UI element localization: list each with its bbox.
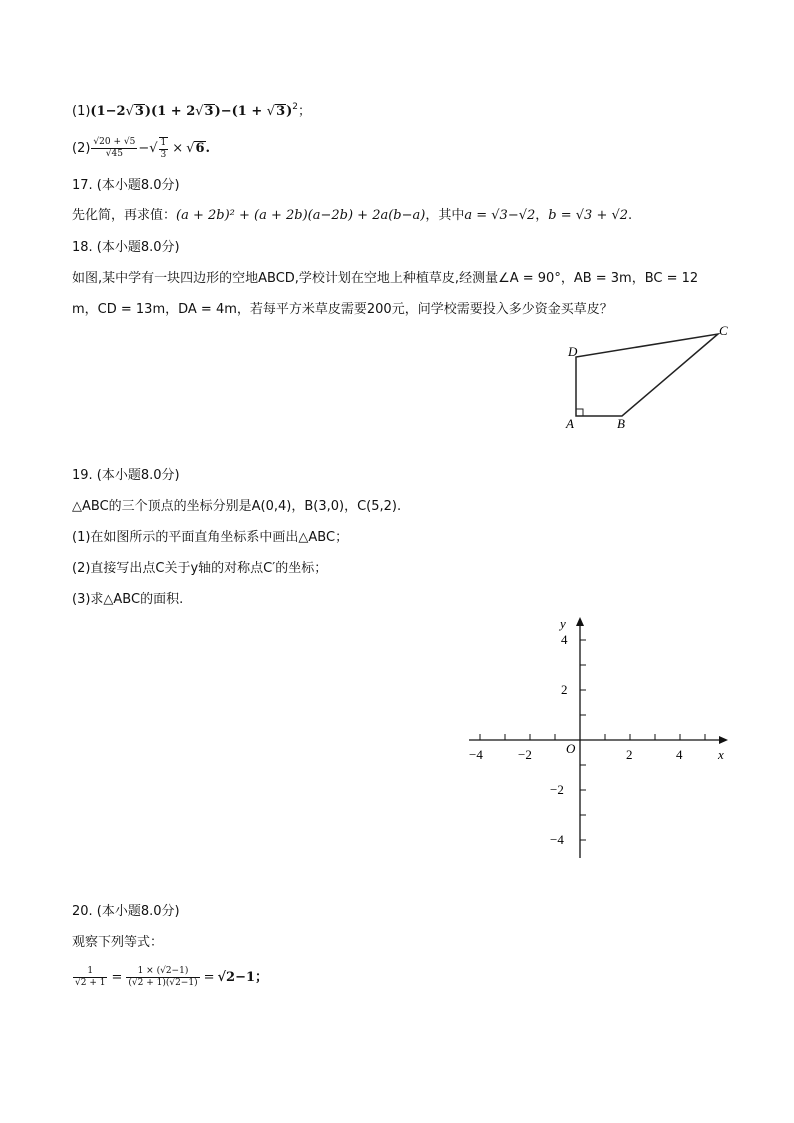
q20-mid-numerator: 1 × (√2−1) — [126, 966, 199, 978]
q16-item2-denominator: √45 — [105, 149, 123, 159]
x-tick-marks — [480, 734, 705, 740]
right-angle-marker — [576, 409, 583, 416]
y-axis-arrow — [576, 617, 584, 626]
q18-line2: m，CD = 13m，DA = 4m，若每平方米草皮需要200元，问学校需要投入多少资金买草皮？ — [72, 302, 613, 317]
q19-stem: △ABC的三个顶点的坐标分别是A(0,4)，B(3,0)，C(5,2). — [72, 499, 402, 514]
y-tick-label-neg2: −2 — [550, 782, 564, 797]
q16-item1-expr-a: (1−2 — [90, 104, 126, 119]
q16-item1-radicand-c: 3 — [276, 104, 286, 119]
q16-item1-label: (1) — [72, 104, 91, 119]
q17-expression: (a + 2b)² + (a + 2b)(a−2b) + 2a(b−a) — [176, 208, 426, 223]
y-axis-label: y — [560, 616, 566, 631]
q20-equation — [72, 962, 268, 994]
origin-label: O — [566, 741, 576, 756]
vertex-label-a: A — [566, 416, 574, 431]
q16-item2-times: × — [172, 141, 184, 156]
q20-header: 20. (本小题8.0分) — [72, 904, 180, 919]
x-tick-label-2: 2 — [626, 747, 633, 762]
x-tick-label-neg2: −2 — [518, 747, 532, 762]
q16-item1-exponent: 2 — [292, 102, 299, 112]
q17-header: 17. (本小题8.0分) — [72, 178, 180, 193]
q16-item2-minus: − — [138, 141, 150, 156]
q20-lhs-numerator: 1 — [73, 966, 107, 978]
q20-intro: 观察下列等式： — [72, 935, 164, 950]
q19-part2: (2)直接写出点C关于y轴的对称点C′的坐标； — [72, 561, 328, 576]
sqrt-symbol: √ — [186, 141, 195, 156]
q16-item1-radicand-b: 3 — [204, 104, 214, 119]
q16-item2-radicand: 6 — [195, 141, 205, 156]
q17-condition-a: a = √3−√2 — [464, 208, 536, 223]
q16-item2-small-numerator: 1 — [160, 137, 167, 148]
y-tick-label-4: 4 — [561, 632, 568, 647]
q19-part3: (3)求△ABC的面积. — [72, 592, 184, 607]
q16-item2-small-denominator: 3 — [160, 149, 167, 160]
quadrilateral-abcd — [576, 334, 718, 416]
vertex-label-c: C — [719, 323, 728, 338]
q20-lhs-fraction — [73, 966, 107, 989]
sqrt-symbol: √ — [125, 104, 134, 119]
q19-part1: (1)在如图所示的平面直角坐标系中画出△ABC； — [72, 530, 349, 545]
q16-item1-end: ； — [298, 104, 312, 119]
y-tick-label-neg4: −4 — [550, 832, 564, 847]
q16-item1-radicand-a: 3 — [134, 104, 144, 119]
q20-lhs-denominator: √2 + 1 — [75, 978, 106, 988]
q17-mid: ，其中 — [425, 208, 465, 223]
x-axis-label: x — [718, 747, 724, 762]
q20-mid-fraction — [126, 966, 199, 989]
q17-condition-b: b = √3 + √2 — [548, 208, 629, 223]
q16-item2-label: (2) — [72, 141, 91, 156]
vertex-label-d: D — [568, 344, 578, 359]
y-tick-label-2: 2 — [561, 682, 568, 697]
sqrt-symbol: √ — [149, 141, 158, 156]
q16-item2-small-fraction — [159, 137, 169, 161]
sqrt-symbol: √ — [195, 104, 204, 119]
q20-equals-1: = — [111, 970, 123, 985]
q16-item2-end: . — [205, 141, 211, 156]
q17-end: . — [628, 208, 633, 223]
q19-header: 19. (本小题8.0分) — [72, 468, 180, 483]
q16-item2-numerator: √20 + √5 — [93, 137, 136, 147]
vertex-label-b: B — [617, 416, 625, 431]
q17-body — [72, 208, 632, 224]
q18-line1: 如图,某中学有一块四边形的空地ABCD,学校计划在空地上种植草皮,经测量∠A = 90°，AB = 3m，BC = 12 — [72, 271, 699, 286]
q16-item1 — [72, 104, 311, 121]
sqrt-symbol: √ — [266, 104, 276, 119]
q19-coordinate-axes — [460, 612, 740, 864]
q20-mid-denominator: (√2 + 1)(√2−1) — [128, 978, 198, 988]
x-tick-label-4: 4 — [676, 747, 683, 762]
q20-rhs: √2−1； — [217, 970, 269, 985]
q18-quadrilateral-figure — [555, 320, 745, 435]
q18-header: 18. (本小题8.0分) — [72, 240, 180, 255]
q17-prefix: 先化简，再求值： — [72, 208, 177, 223]
q16-item1-expr-b: )(1 + 2 — [144, 104, 196, 119]
q16-item1-expr-c: )−(1 + — [214, 104, 267, 119]
q17-separator: ， — [535, 208, 549, 223]
q16-item2 — [72, 136, 210, 162]
x-tick-label-neg4: −4 — [469, 747, 483, 762]
q16-item2-fraction — [91, 137, 137, 160]
q20-equals-2: = — [203, 970, 215, 985]
x-axis-arrow — [719, 736, 728, 744]
q16-item1-expr-d: ) — [286, 104, 293, 119]
